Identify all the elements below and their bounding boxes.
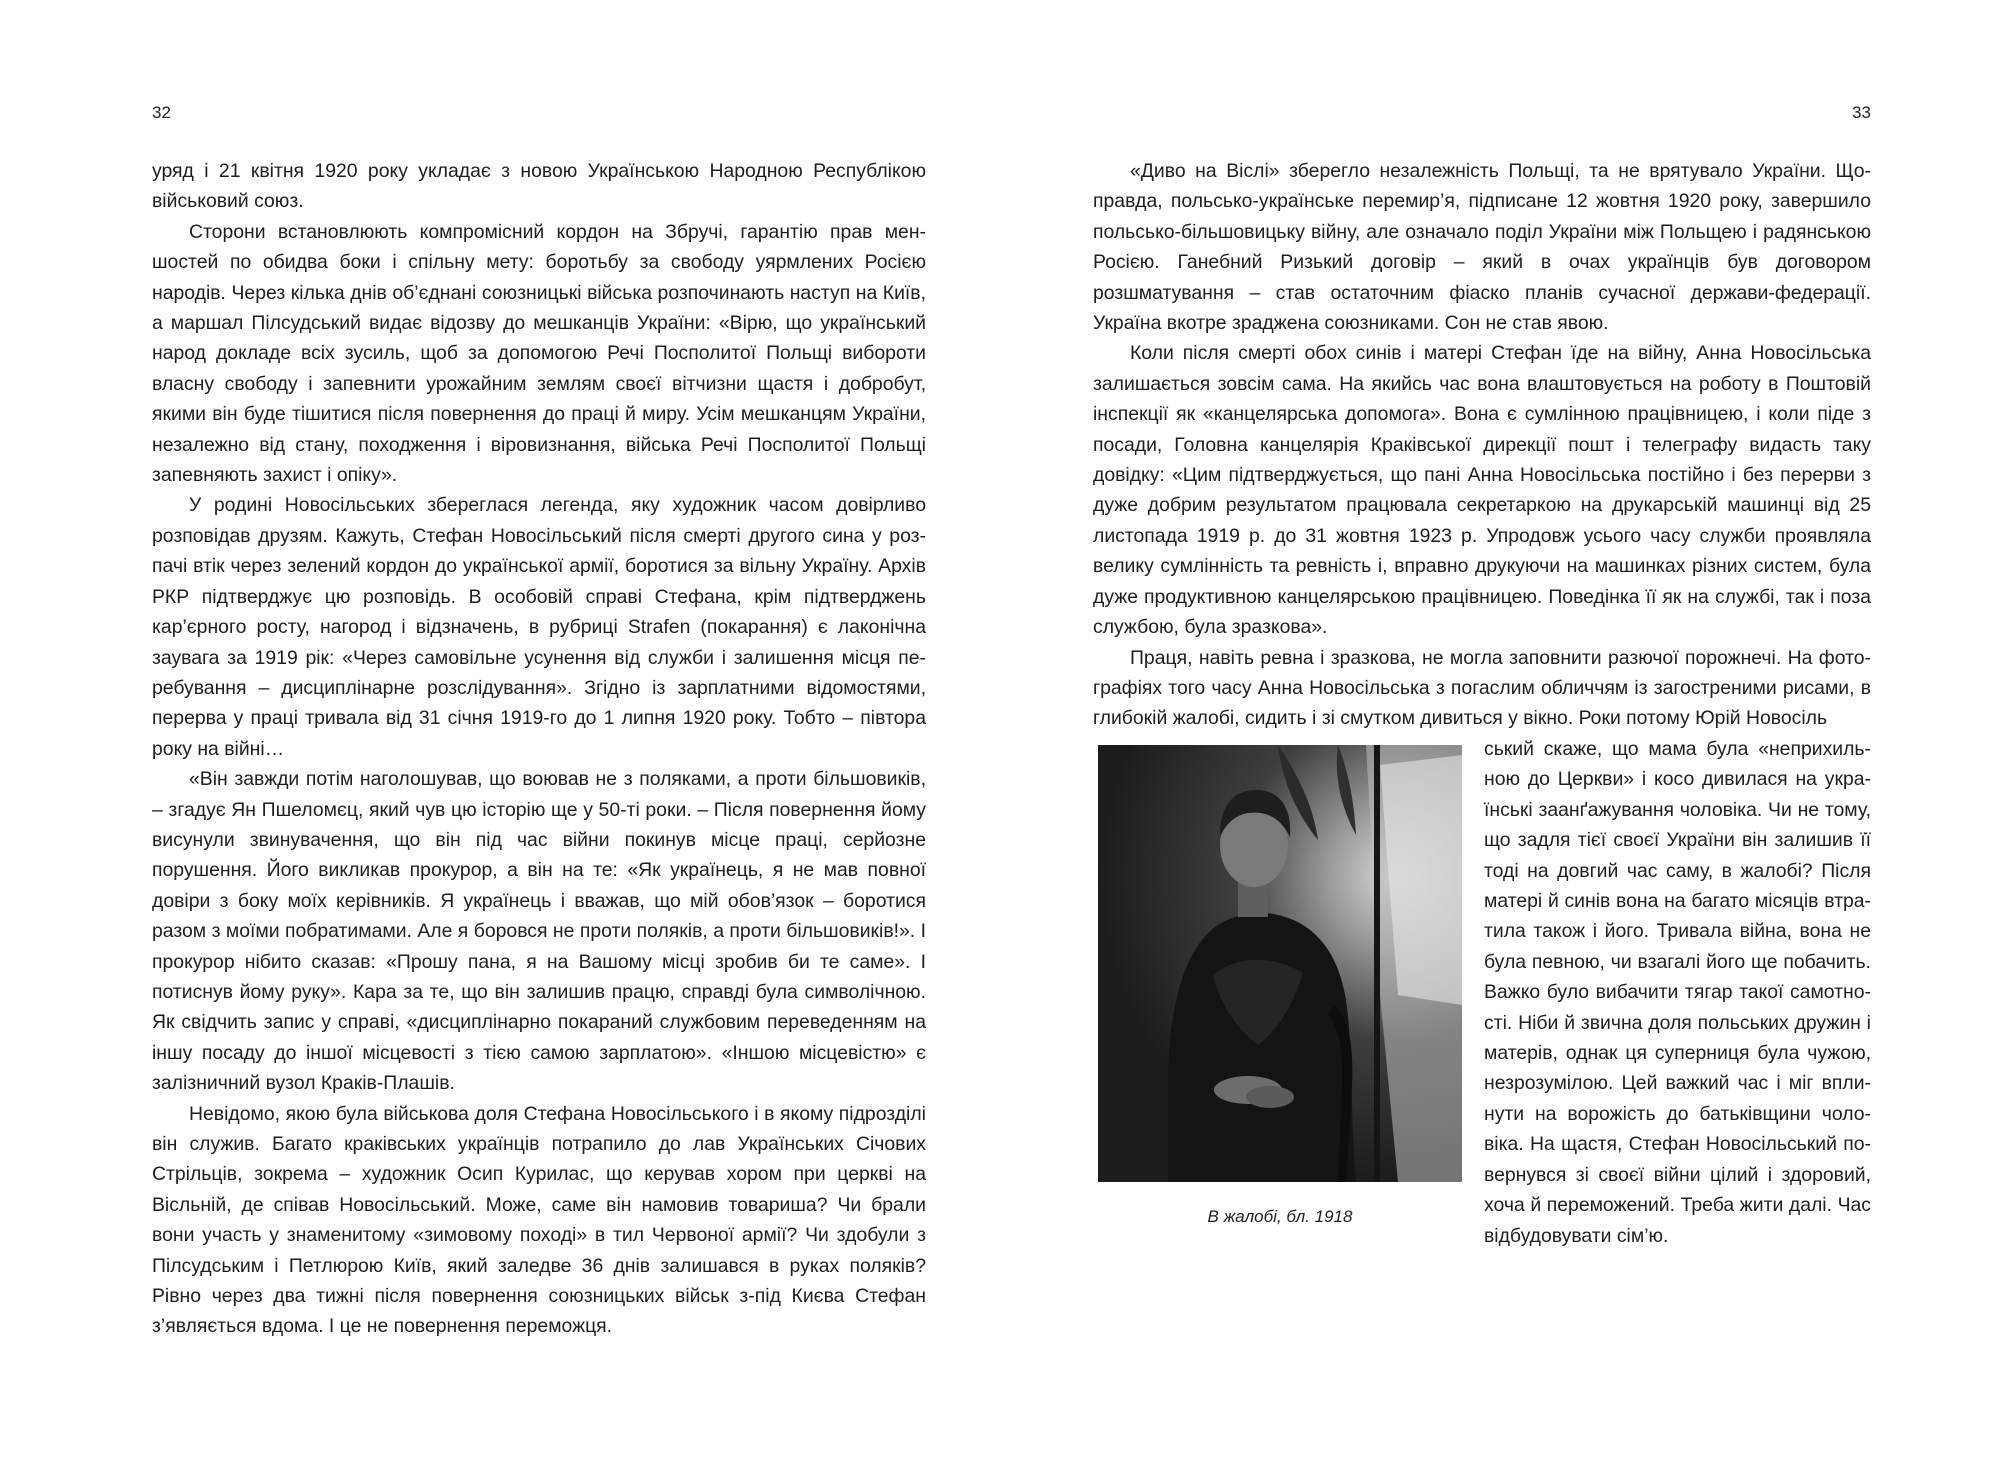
paragraph: ський скаже, що мама була «неприхильною до Церкви» і косо дивилася на українські заанґажування чоловіка. Чи не тому, що задля тієї своєї України він залишив її тоді на довгий час саму, в жалобі? Після матері й синів вона на багато місяців втратила також і його. Тривала війна, вона не була певною, чи взагалі його ще побачить. Важко було вибачити тягар такої самотності. Ніби й звична доля польських дружин і матерів, однак ця суперниця була чужою, незрозумілою. Цей важкий час і міг вплинути на ворожість до батьківщини чоловіка. На щастя, Стефан Новосільський повернувся зі своєї війни цілий і здоровий, хоча й переможений. Треба жити далі. Час відбудовувати сім’ю. — [1484, 738, 1871, 1247]
paragraph: Праця, навіть ревна і зразкова, не могла заповнити разючої порожнечі. На фотографіях того часу Анна Новосільська з погаслим обличчям із загостреними рисами, в глибокій жалобі, сидить і зі смутком дивиться у вікно. Роки потому Юрій Новосіль — [1093, 646, 1871, 730]
paragraph: Коли після смерті обох синів і матері Стефан їде на війну, Анна Новосільська залишається зовсім сама. На якийсь час вона влаштовується на роботу в Поштовій інспекції як «канцелярська допомога». Вона є сумлінною працівницею, і коли піде з посади, Головна канцелярія Краківської дирекції пошт і телеграфу видасть таку довідку: «Цим підтверджується, що пані Анна Новосільська постійно і без перерви з дуже добрим результатом працювала секретаркою на друкарській машинці від 25 листопада 1919 р. до 31 жовтня 1923 р. Упродовж усього часу служби проявляла велику сумлінність та ревність і, вправно друкуючи на машинках різних систем, була дуже продуктивною канцелярською працівницею. Поведінка її як на службі, так і поза службою, була зразкова». — [1093, 342, 1871, 639]
page-number-left: 32 — [152, 103, 171, 122]
paragraph: Сторони встановлюють компромісний кордон на Збручі, гарантію прав меншостей по обидва боки і спільну мету: боротьбу за свободу уярмлених Росією народів. Через кілька днів об’єднані союзницькі війська розпочинають наступ на Київ, а маршал Пілсудський видає відозву до мешканців України: «Вірю, що український народ докладе всіх зусиль, щоб за допомогою Речі Посполитої Польщі вибороти власну свободу і запевнити урожайним землям своєї вітчизни щастя і добробут, якими він буде тішитися після повернення до праці й миру. Усім мешканцям України, незалежно від стану, походження і віровизнання, війська Речі Посполитої Польщі запевняють захист і опіку». — [152, 220, 926, 487]
page-number-right: 33 — [1852, 103, 1871, 122]
paragraph: «Диво на Віслі» зберегло незалежність Польщі, та не врятувало України. Щоправда, польсько-українське перемир’я, підписане 12 жовтня 1920 року, завершило польсько-більшовицьку війну, але означало поділ України між Польщею і радянською Росією. Ганебний Ризький договір – який в очах українців був договором розшматування – став остаточним фіаско планів сучасної держави-федерації. Україна вкотре зраджена союзниками. Сон не став явою. — [1093, 160, 1871, 335]
photo-illustration — [1098, 745, 1462, 1182]
photo-woman-in-mourning — [1098, 745, 1462, 1182]
left-page-text — [152, 156, 926, 1342]
right-page-text — [1093, 156, 1871, 734]
paragraph: «Він завжди потім наголошував, що воював не з поляками, а проти більшовиків, – згадує Ян Пшеломєц, який чув цю історію ще у 50-ті роки. – Після повернення йому висунули звинувачення, що він під час війни покинув місце праці, серйозне порушення. Його викликав прокурор, а він на те: «Як українець, я не мав повної довіри з боку моїх керівників. Я українець і вважав, що мій обов’язок – боротися разом з моїми побратимами. Але я боровся не проти поляків, а проти більшовиків!». І прокурор нібито сказав: «Прошу пана, я на Вашому місці зробив би те саме». І потиснув йому руку». Кара за те, що він залишив працю, справді була символічною. Як свідчить запис у справі, «дисциплінарно покараний службовим переведенням на іншу посаду до іншої місцевості з тією самою зарплатою». «Іншою місцевістю» є залізничний вузол Краків-Плашів. — [152, 768, 926, 1095]
photo-caption: В жалобі, бл. 1918 — [1207, 1207, 1353, 1226]
paragraph: Невідомо, якою була військова доля Стефана Новосільського і в якому підрозділі він служив. Багато краківських українців потрапило до лав Українських Січових Стрільців, зокрема – художник Осип Курилас, що керував хором при церкві на Вісльній, де співав Новосільський. Може, саме він намовив товариша? Чи брали вони участь у знаменитому «зимовому поході» в тил Червоної армії? Чи здобули з Пілсудським і Петлюрою Київ, який заледве 36 днів залишався в руках поляків? Рівно через два тижні після повернення союзницьких військ з-під Києва Стефан з’являється вдома. І це не повернення переможця. — [152, 1102, 926, 1338]
paragraph: уряд і 21 квітня 1920 року укладає з новою Українською Народною Республікою військовий союз. — [152, 160, 926, 213]
paragraph: У родині Новосільських збереглася легенда, яку художник часом довірливо розповідав друзям. Кажуть, Стефан Новосільський після смерті другого сина у розпачі втік через зелений кордон до української армії, боротися за вільну Україну. Архів РКР підтверджує цю розповідь. В особовій справі Стефана, крім підтверджень кар’єрного росту, нагород і відзначень, в рубриці Strafen (покарання) є лаконічна заувага за 1919 рік: «Через самовільне усунення від служби і залишення місця перебування – дисциплінарне розслідування». Згідно із зарплатними відомостями, перерва у праці тривала від 31 січня 1919-го до 1 липня 1920 року. Тобто – півтора року на війні… — [152, 494, 926, 760]
right-page-side-text — [1484, 734, 1871, 1251]
